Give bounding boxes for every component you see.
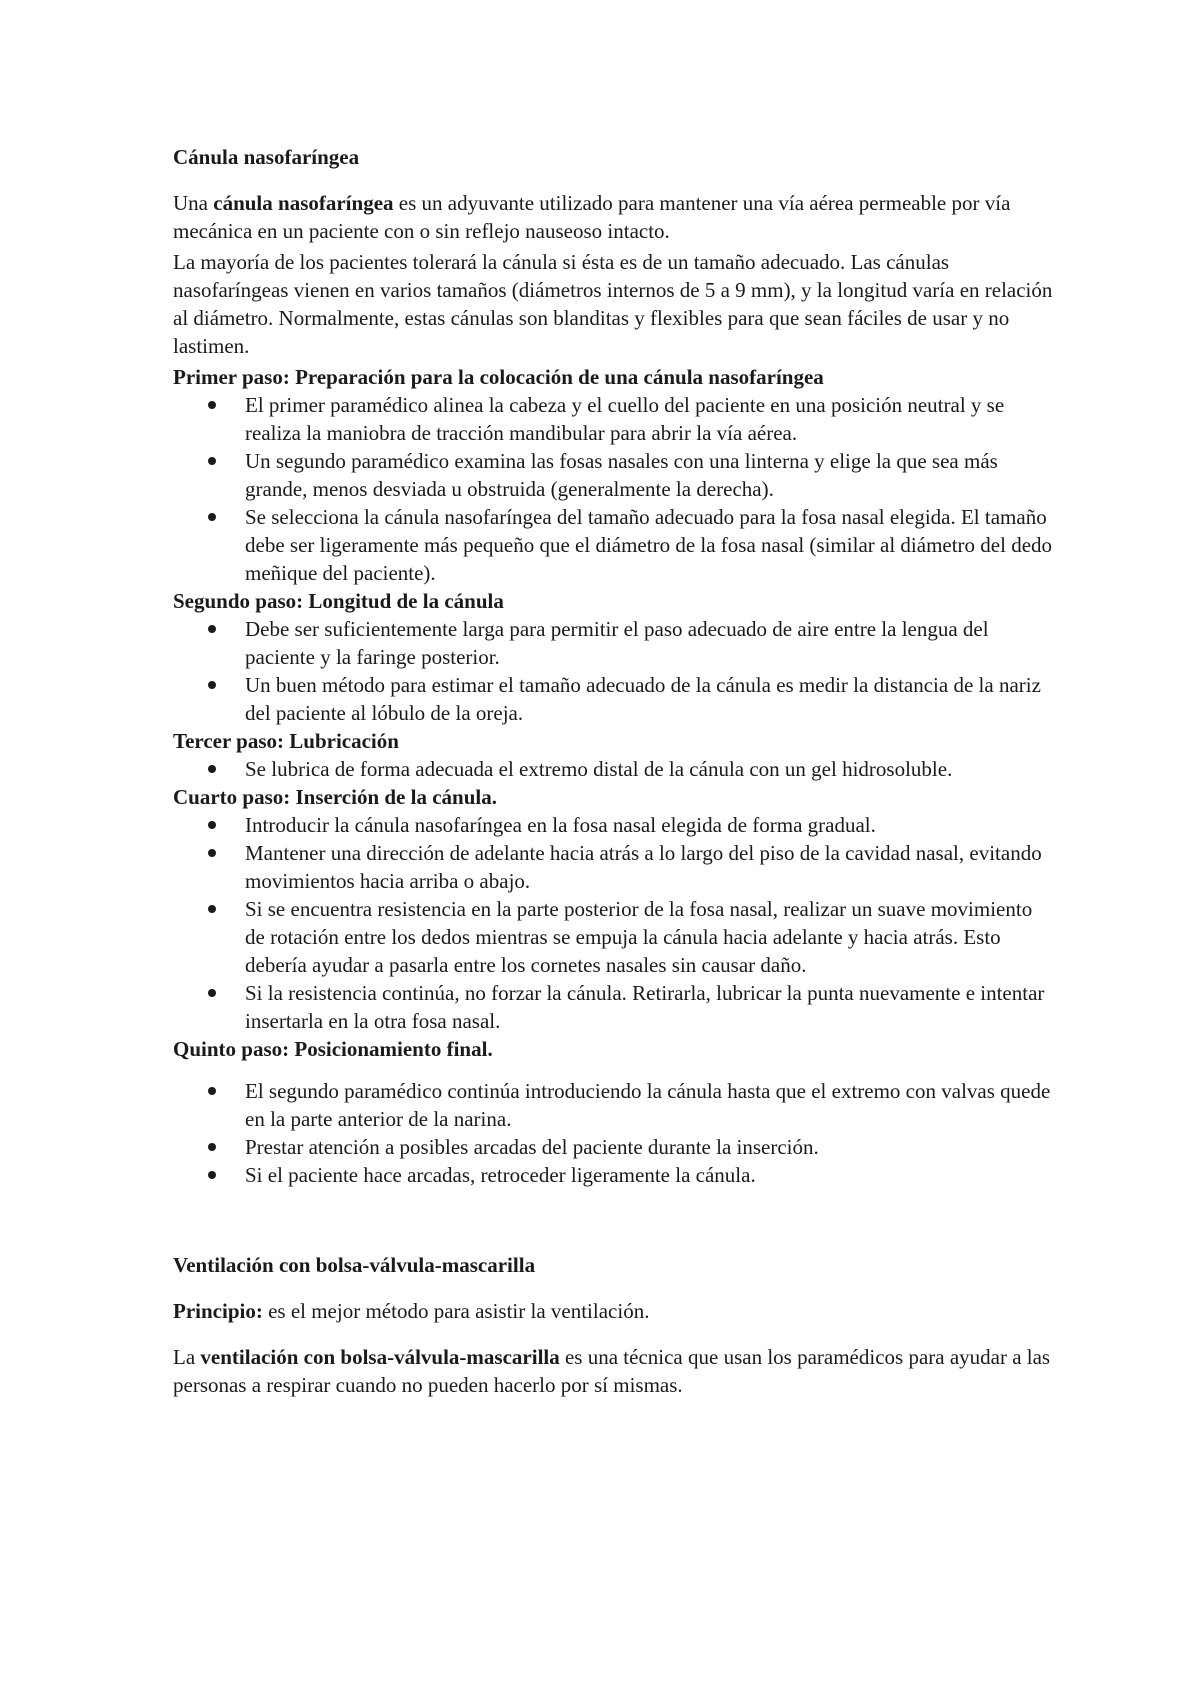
list-item-text: El primer paramédico alinea la cabeza y el cuello del paciente en una posición neutral y se realiza la maniobra de tracción mandibular para abrir la vía aérea. [245, 393, 1005, 445]
intro-suffix: es un adyuvante utilizado para mantener una vía aérea permeable por vía mecánica en un paciente con o sin reflejo nauseoso intacto. [173, 191, 1011, 243]
step-5-heading: Quinto paso: Posicionamiento final. [173, 1037, 493, 1061]
bullet-icon [208, 1171, 216, 1179]
ventilation-prefix: La [173, 1345, 201, 1369]
list-item-text: Prestar atención a posibles arcadas del paciente durante la inserción. [245, 1135, 819, 1159]
list-item [245, 811, 1053, 839]
step-3-list [173, 755, 1053, 783]
principle-text: es el mejor método para asistir la ventilación. [262, 1299, 650, 1323]
list-item-text: Debe ser suficientemente larga para permitir el paso adecuado de aire entre la lengua del paciente y la faringe posterior. [245, 617, 989, 669]
list-item [245, 1161, 1053, 1189]
ventilation-paragraph [173, 1343, 1053, 1399]
section-2-title: Ventilación con bolsa-válvula-mascarilla [173, 1253, 536, 1277]
list-item [245, 671, 1053, 727]
list-item-text: Si la resistencia continúa, no forzar la cánula. Retirarla, lubricar la punta nuevamente e intentar insertarla en la otra fosa nasal. [245, 981, 1045, 1033]
list-item-text: Si se encuentra resistencia en la parte posterior de la fosa nasal, realizar un suave movimiento de rotación entre los dedos mientras se empuja la cánula hacia adelante y hacia atrás. Esto debería ayudar a pasarla entre los cornetes nasales sin causar daño. [245, 897, 1033, 977]
principle-label: Principio: [173, 1299, 263, 1323]
list-item-text: El segundo paramédico continúa introduciendo la cánula hasta que el extremo con valvas quede en la parte anterior de la narina. [245, 1079, 1051, 1131]
list-item [245, 391, 1053, 447]
bullet-icon [208, 1087, 216, 1095]
list-item-text: Mantener una dirección de adelante hacia atrás a lo largo del piso de la cavidad nasal, evitando movimientos hacia arriba o abajo. [245, 841, 1042, 893]
principle-paragraph [173, 1297, 1053, 1325]
step-3-heading: Tercer paso: Lubricación [173, 729, 399, 753]
list-item-text: Se selecciona la cánula nasofaríngea del tamaño adecuado para la fosa nasal elegida. El tamaño debe ser ligeramente más pequeño que el diámetro de la fosa nasal (similar al diámetro del dedo meñique del paciente). [245, 505, 1053, 585]
bullet-icon [208, 457, 216, 465]
ventilation-bold-term: ventilación con bolsa-válvula-mascarilla [200, 1345, 560, 1369]
list-item [245, 895, 1053, 979]
bullet-icon [208, 821, 216, 829]
bullet-icon [208, 681, 216, 689]
document-body [173, 143, 1053, 1399]
list-item [245, 1133, 1053, 1161]
step-2-list [173, 615, 1053, 727]
intro-prefix: Una [173, 191, 214, 215]
bullet-icon [208, 1143, 216, 1151]
step-4-list [173, 811, 1053, 1035]
intro-bold-term: cánula nasofaríngea [213, 191, 394, 215]
document-title: Cánula nasofaríngea [173, 145, 360, 169]
bullet-icon [208, 765, 216, 773]
list-item-text: Se lubrica de forma adecuada el extremo distal de la cánula con un gel hidrosoluble. [245, 757, 953, 781]
list-item-text: Un segundo paramédico examina las fosas nasales con una linterna y elige la que sea más grande, menos desviada u obstruida (generalmente la derecha). [245, 449, 998, 501]
bullet-icon [208, 905, 216, 913]
bullet-icon [208, 401, 216, 409]
step-1-list [173, 391, 1053, 587]
step-2-heading: Segundo paso: Longitud de la cánula [173, 589, 504, 613]
intro-paragraph-2: La mayoría de los pacientes tolerará la cánula si ésta es de un tamaño adecuado. Las cánulas nasofaríngeas vienen en varios tamaños (diámetros internos de 5 a 9 mm), y la longitud varía en relación al diámetro. Normalmente, estas cánulas son blanditas y flexibles para que sean fáciles de usar y no lastimen. [173, 250, 1053, 358]
step-5-list [173, 1077, 1053, 1189]
bullet-icon [208, 625, 216, 633]
list-item-text: Introducir la cánula nasofaríngea en la fosa nasal elegida de forma gradual. [245, 813, 876, 837]
list-item [245, 1077, 1053, 1133]
list-item [245, 615, 1053, 671]
list-item [245, 839, 1053, 895]
spacer [173, 1189, 1053, 1251]
bullet-icon [208, 513, 216, 521]
step-1-heading: Primer paso: Preparación para la colocación de una cánula nasofaríngea [173, 365, 824, 389]
bullet-icon [208, 849, 216, 857]
list-item-text: Un buen método para estimar el tamaño adecuado de la cánula es medir la distancia de la nariz del paciente al lóbulo de la oreja. [245, 673, 1041, 725]
list-item [245, 979, 1053, 1035]
list-item-text: Si el paciente hace arcadas, retroceder ligeramente la cánula. [245, 1163, 756, 1187]
step-4-heading: Cuarto paso: Inserción de la cánula. [173, 785, 497, 809]
bullet-icon [208, 989, 216, 997]
list-item [245, 755, 1053, 783]
ventilation-suffix: es una técnica que usan los paramédicos para ayudar a las personas a respirar cuando no pueden hacerlo por sí mismas. [173, 1345, 1051, 1397]
list-item [245, 447, 1053, 503]
intro-paragraph [173, 189, 1053, 245]
list-item [245, 503, 1053, 587]
